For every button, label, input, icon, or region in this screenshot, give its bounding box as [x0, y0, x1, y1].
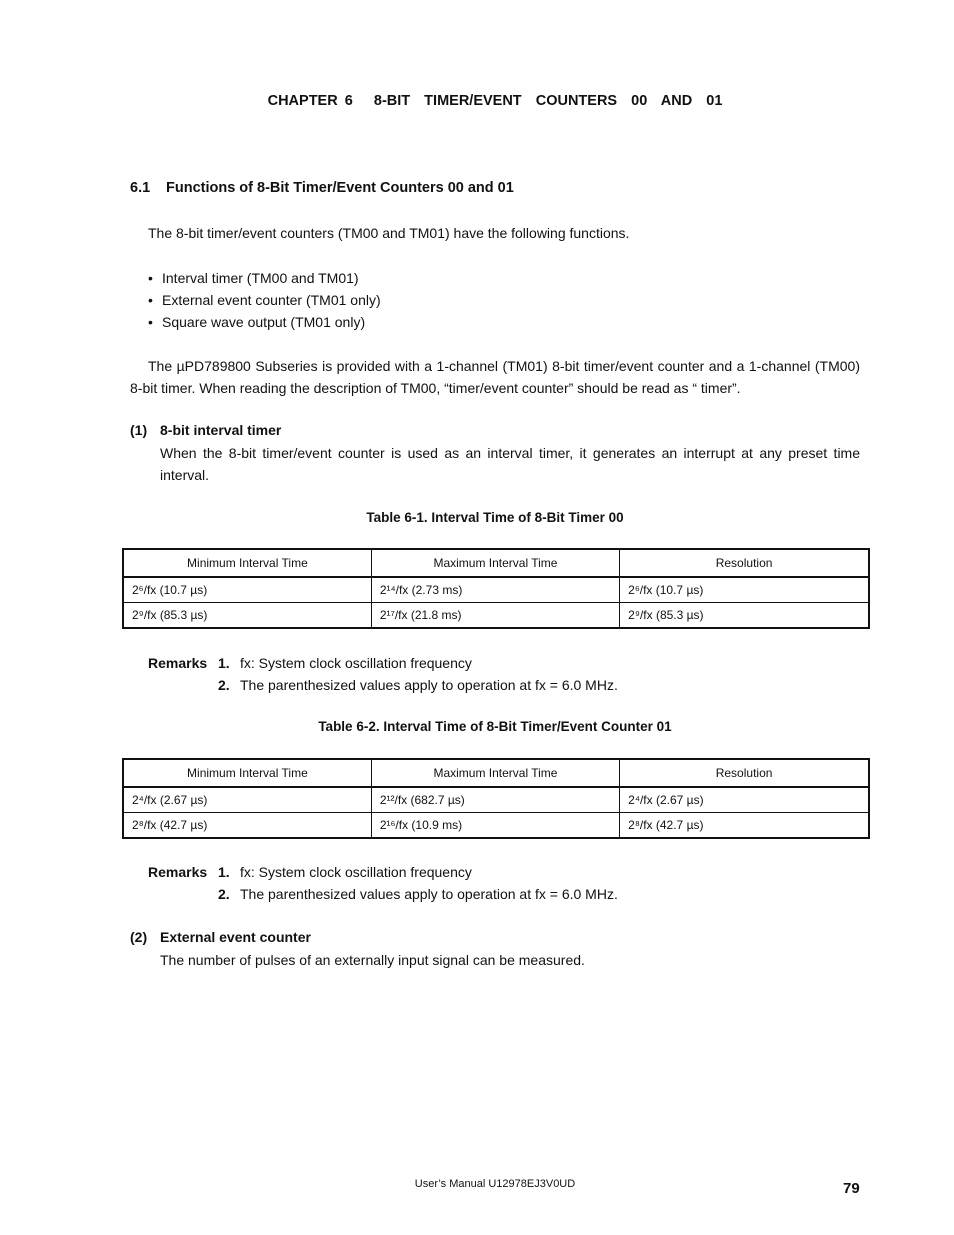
table-cell: 2¹⁷/fx (21.8 ms) [371, 603, 619, 629]
table-cell: 2¹²/fx (682.7 µs) [371, 787, 619, 813]
column-header: Maximum Interval Time [371, 549, 619, 577]
column-header: Minimum Interval Time [123, 549, 371, 577]
table-row [123, 813, 869, 839]
list-item: • Interval timer (TM00 and TM01) [148, 268, 381, 290]
interval-time-table-01 [122, 758, 870, 839]
interval-time-table-00 [122, 548, 870, 629]
table-cell: 2⁴/fx (2.67 µs) [620, 787, 869, 813]
remarks-block-2 [148, 862, 618, 906]
function-list [148, 268, 381, 334]
section-title: Functions of 8-Bit Timer/Event Counters 00 and 01 [166, 180, 514, 196]
table-cell: 2⁶/fx (10.7 µs) [620, 577, 869, 603]
table-cell: 2⁶/fx (10.7 µs) [123, 577, 371, 603]
table-header-row [123, 759, 869, 787]
table-row [123, 787, 869, 813]
item1-text: When the 8-bit timer/event counter is used as an interval timer, it generates an interrupt at any preset time interval. [160, 445, 860, 483]
item1-heading [130, 422, 281, 438]
remark-number: 1. [218, 655, 230, 671]
remark-text: fx: System clock oscillation frequency [240, 655, 472, 671]
item1-number: (1) [130, 422, 148, 438]
table2-caption: Table 6-2. Interval Time of 8-Bit Timer/Event Counter 01 [318, 719, 672, 734]
column-header: Maximum Interval Time [371, 759, 619, 787]
table-row [123, 577, 869, 603]
list-item: • External event counter (TM01 only) [148, 290, 381, 312]
remark-text: fx: System clock oscillation frequency [240, 864, 472, 880]
remark-number: 2. [218, 886, 230, 902]
footer-manual-id: User’s Manual U12978EJ3V0UD [414, 1178, 576, 1190]
table-cell: 2⁸/fx (42.7 µs) [123, 813, 371, 839]
table-cell: 2⁹/fx (85.3 µs) [620, 603, 869, 629]
remarks-label: Remarks [148, 655, 208, 671]
table-cell: 2⁹/fx (85.3 µs) [123, 603, 371, 629]
item2-text: The number of pulses of an externally input signal can be measured. [160, 952, 585, 968]
remark-number: 2. [218, 677, 230, 693]
list-item: • Square wave output (TM01 only) [148, 312, 381, 334]
subseries-paragraph: The µPD789800 Subseries is provided with a 1-channel (TM01) 8-bit timer/event counter and a 1-channel (TM00) 8-bit timer. When reading the description of TM00, “timer/event counter” should be read as “ timer”. [130, 358, 860, 396]
table-row [123, 603, 869, 629]
remark-text: The parenthesized values apply to operation at fx = 6.0 MHz. [240, 886, 618, 902]
column-header: Minimum Interval Time [123, 759, 371, 787]
remarks-block-1 [148, 653, 618, 697]
section-number: 6.1 [130, 180, 151, 196]
column-header: Resolution [620, 759, 869, 787]
column-header: Resolution [620, 549, 869, 577]
remarks-label: Remarks [148, 864, 208, 880]
table-header-row [123, 549, 869, 577]
chapter-title: CHAPTER 6 8-BIT TIMER/EVENT COUNTERS 00 AND 01 [267, 93, 723, 109]
intro-text: The 8-bit timer/event counters (TM00 and TM01) have the following functions. [148, 225, 630, 241]
page-number: 79 [843, 1180, 860, 1197]
remark-number: 1. [218, 864, 230, 880]
section-heading [130, 180, 514, 196]
item1-title: 8-bit interval timer [160, 422, 282, 438]
item2-number: (2) [130, 929, 148, 945]
table1-caption: Table 6-1. Interval Time of 8-Bit Timer 00 [366, 510, 624, 525]
table-cell: 2⁴/fx (2.67 µs) [123, 787, 371, 813]
item2-title: External event counter [160, 929, 311, 945]
remark-text: The parenthesized values apply to operation at fx = 6.0 MHz. [240, 677, 618, 693]
table-cell: 2⁸/fx (42.7 µs) [620, 813, 869, 839]
table-cell: 2¹⁶/fx (10.9 ms) [371, 813, 619, 839]
item2-heading [130, 929, 311, 945]
table-cell: 2¹⁴/fx (2.73 ms) [371, 577, 619, 603]
